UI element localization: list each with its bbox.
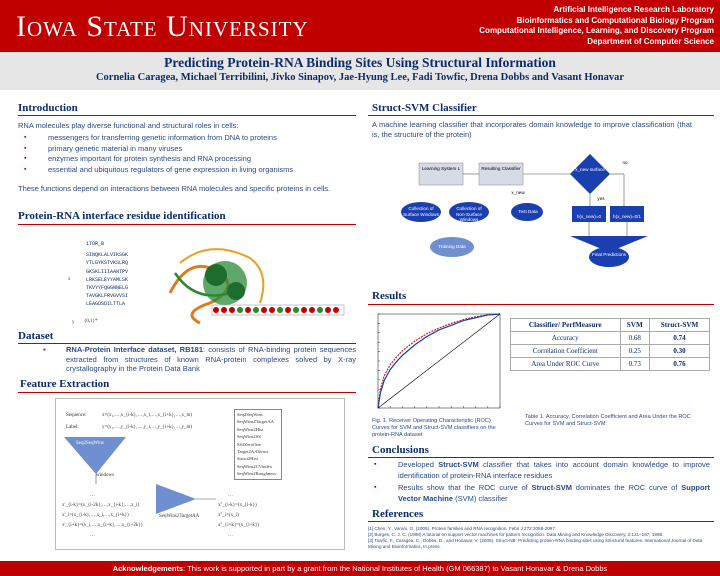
- divider: [18, 115, 356, 116]
- sequence-row-label: Sequence:: [66, 413, 87, 418]
- ellipsis: …: [228, 533, 233, 538]
- seqwins2targetaa-box: SeqWins2TargetAA: [159, 514, 200, 519]
- text: Struct-SVM: [531, 483, 572, 492]
- list-item: Target2AAStruct: [237, 449, 269, 455]
- dataset-description: : consists of RNA-binding protein sequences extracted from structures of known RNA-protein complexes solved by X-ray crystallography in the Protein Data Bank: [66, 345, 356, 373]
- table-caption: Table 1. Accuracy, Correlation Coefficient and Area Under the ROC Curves for SVM and Struct-SVM: [525, 414, 691, 427]
- poster-authors: Cornelia Caragea, Michael Terribilini, Jivko Sinapov, Jae-Hyung Lee, Fadi Towfic, Drena Dobbs and Vasant Honavar: [95, 72, 625, 83]
- results-heading: Results: [372, 290, 407, 302]
- test-data-node: Test Data: [518, 209, 538, 214]
- sequence-line: YTLGYKSTVKSLRQ: [86, 260, 129, 267]
- measure-cell: Correlation Coefficient: [511, 345, 621, 358]
- windows-label: windows: [96, 473, 115, 478]
- column-header: Classifier/ PerfMeasure: [511, 319, 621, 332]
- list-item: SeqWins2SS: [237, 434, 261, 440]
- sequence-line: TAVGKLFRVGVVSI: [86, 293, 129, 300]
- text: Results show that the ROC curve of: [398, 483, 532, 492]
- struct-svm-heading: Struct-SVM Classifier: [372, 102, 477, 114]
- measure-cell: Accuracy: [511, 332, 621, 345]
- svm-cell: 0.25: [620, 345, 650, 358]
- residue-strip: [212, 305, 344, 315]
- text: classifier that takes into account domain knowledge to improve identification of protein-RNA interface residues: [398, 460, 710, 480]
- table-header-row: [511, 319, 710, 332]
- list-item: SeqWins2Hist: [237, 426, 264, 432]
- divider: [18, 224, 356, 225]
- non-surface-windows-node: Collection of Non-Surface Windows: [456, 206, 482, 222]
- resulting-classifier-node: Resulting Classifier: [481, 166, 521, 171]
- text: Developed: [398, 460, 439, 469]
- reference-item: [2] Burges, C. J. C. (1998) A tutorial on support vector machines for pattern recognition. Data Mining and Knowledge Discovery, 2:121–167, 1998.: [368, 532, 664, 537]
- window-row: x'_{i-k}=(x_{i-2k},…,x_{i-k},…,x_i): [62, 503, 140, 508]
- struct-svm-text: A machine learning classifier that incorporates domain knowledge to improve classification (that is, the structure of the protein): [372, 120, 692, 139]
- text: Struct-SVM: [438, 460, 479, 469]
- decision-node: x_new surface: [575, 167, 605, 172]
- protein-structure-illustration: [150, 233, 350, 328]
- x-new-label: x_new: [511, 190, 525, 195]
- lab-line: Department of Computer Science: [587, 36, 714, 46]
- bullet: ▪: [43, 345, 46, 354]
- window-row: x'_i=(x_{i-k},…,x_i,…,x_{i+k}): [62, 513, 129, 518]
- svm-cell: 0.73: [620, 358, 650, 371]
- x-label: x: [68, 277, 71, 282]
- learning-system-node: Learning System L: [421, 166, 461, 171]
- lab-line: Computational Intelligence, Learning, and Discovery Program: [479, 26, 714, 36]
- list-item: SeqWins2Roughness: [237, 471, 276, 477]
- text: (SVM) classifier: [453, 493, 508, 503]
- table-row: [511, 345, 710, 358]
- measure-cell: Area Under ROC Curve: [511, 358, 621, 371]
- university-name: Iowa State University: [16, 10, 309, 43]
- sequence-id: 1TOR_B: [86, 241, 105, 247]
- introduction-heading: Introduction: [18, 102, 78, 114]
- dataset-text: [18, 345, 356, 374]
- final-predictions-node: Final Predictions: [592, 252, 626, 257]
- window-row: x''_{i+k}=(x_{i+k}): [218, 523, 259, 528]
- list-item: ▪ primary genetic material in many viruses: [18, 144, 356, 155]
- intro-lead: RNA molecules play diverse functional and structural roles in cells:: [18, 121, 239, 130]
- window-row: x''_{i-k}=(x_{i-k}): [218, 503, 257, 508]
- training-data-node: Training Data: [438, 244, 466, 249]
- sequence-line: LEAGDSDILTTLA: [86, 301, 126, 308]
- divider: [18, 343, 356, 344]
- divider: [18, 392, 356, 393]
- figure-caption: Fig. 1. Receiver Operating Characteristic (ROC) Curves for SVM and Struct-SVM classifiers on the protein-RNA dataset: [372, 418, 496, 438]
- protein-sequence: [86, 240, 128, 309]
- intro-closing: These functions depend on interactions between RNA molecules and specific proteins in cells.: [18, 184, 331, 193]
- list-item: ▪ essential and ubiquitous regulators of gene expression in living organisms: [18, 165, 356, 176]
- ellipsis: …: [90, 533, 95, 538]
- y-label: y: [72, 320, 75, 325]
- y-domain: {0,1}*: [84, 319, 98, 324]
- feature-extraction-figure: [55, 398, 345, 550]
- window-row: x'_{i+k}=(x_i,…,x_{i+k},…,x_{i+2k}): [62, 523, 143, 528]
- interface-heading: Protein-RNA interface residue identification: [18, 210, 226, 222]
- seq2seqwins-box: Seq2SeqWins: [76, 441, 104, 446]
- sequence-line: LRKSELEYYAMLSK: [86, 276, 129, 283]
- sequence-line: GKSKLIIIAANTPV: [86, 268, 129, 275]
- dataset-heading: Dataset: [18, 330, 54, 342]
- acknowledgements-label: Acknowledgements: [112, 564, 184, 573]
- column-header: Struct-SVM: [650, 319, 710, 332]
- output-node: h(x_new)=0/1: [613, 214, 641, 219]
- divider: [368, 521, 714, 522]
- sequence-expression: x=(x₁,…,x_{i-k},…,x_i,…,x_{i+k},…,x_m): [102, 413, 193, 418]
- lab-line: Artificial Intelligence Research Laboratory: [553, 5, 714, 14]
- struct-svm-cell: 0.76: [650, 358, 710, 371]
- title-bar: [0, 52, 720, 90]
- references-heading: References: [372, 508, 424, 520]
- struct-svm-cell: 0.74: [650, 332, 710, 345]
- list-item: ▪ messengers for transferring genetic information from DNA to proteins: [18, 133, 356, 144]
- conclusion-bullets: [368, 460, 710, 504]
- references-list: [368, 526, 714, 550]
- label-row-label: Label:: [66, 425, 79, 430]
- results-table: [510, 318, 710, 371]
- poster-title: Predicting Protein-RNA Binding Sites Using Structural Information: [164, 55, 556, 70]
- feature-heading: Feature Extraction: [20, 378, 110, 390]
- dataset-name: RNA-Protein Interface dataset, RB181: [66, 345, 204, 354]
- yes-label: yes: [597, 196, 605, 201]
- list-item: Struct2Hist: [237, 456, 258, 462]
- roc-chart: [370, 312, 504, 414]
- list-item: ▪ enzymes important for protein synthesis and RNA processing: [18, 154, 356, 165]
- surface-windows-node: Collection of Surface Windows: [403, 206, 439, 217]
- sequence-line: SINQKLALVIKSGK: [86, 252, 129, 259]
- list-item: Seq2SeqWins: [237, 412, 263, 417]
- reference-item: [3] Towfic, F., Caragea, C., Dobbs, D., and Honavar, V. (2008). Struct-NB: Predicting protein-RNA binding sites using structural features. International Journal of Data Mining and Bioinformatics, In press.: [368, 538, 703, 549]
- divider: [368, 115, 714, 116]
- table-row: [511, 332, 710, 345]
- struct-svm-cell: 0.30: [650, 345, 710, 358]
- sequence-line: TKVYYFQGGNNELG: [86, 285, 129, 292]
- lab-affiliations: [479, 5, 714, 47]
- ellipsis: …: [228, 493, 233, 498]
- reference-item: [1] Chen, Y., Varani, G. (2005). Protein families and RNA recognition. Febs J 272:2088-2097.: [368, 526, 557, 531]
- no-label: no: [622, 160, 628, 165]
- column-header: SVM: [620, 319, 650, 332]
- header-banner: [0, 0, 720, 52]
- conclusions-heading: Conclusions: [372, 444, 429, 456]
- footer-acknowledgements: [0, 561, 720, 576]
- label-expression: y=(y₁,…,y_{i-k},…,y_i,…,y_{i+k},…,y_m): [102, 425, 193, 430]
- ellipsis: …: [90, 493, 95, 498]
- acknowledgements-text: : This work is supported in part by a grant from the National Institutes of Health (GM 066387) to Vasant Honavar & Drena Dobbs: [183, 564, 608, 573]
- text: dominates the ROC curve of: [571, 483, 682, 492]
- feature-pipeline-list: [234, 409, 282, 480]
- table-row: [511, 358, 710, 371]
- list-item: SeqWins2TargetAA: [237, 419, 274, 425]
- list-item: SeqWins2CVindex: [237, 463, 273, 469]
- list-item: [368, 460, 710, 481]
- intro-bullets: [18, 133, 356, 175]
- list-item: SS2ZeroOne: [237, 441, 261, 447]
- divider: [368, 457, 714, 458]
- svm-cell: 0.68: [620, 332, 650, 345]
- text: Support Vector Machine: [398, 483, 710, 503]
- list-item: [368, 483, 710, 504]
- lab-line: Bioinformatics and Computational Biology Program: [516, 15, 714, 25]
- output-zero-node: h(x_new)=0: [576, 214, 602, 219]
- window-row: x''_i=(x_i): [218, 513, 239, 518]
- divider: [368, 304, 714, 305]
